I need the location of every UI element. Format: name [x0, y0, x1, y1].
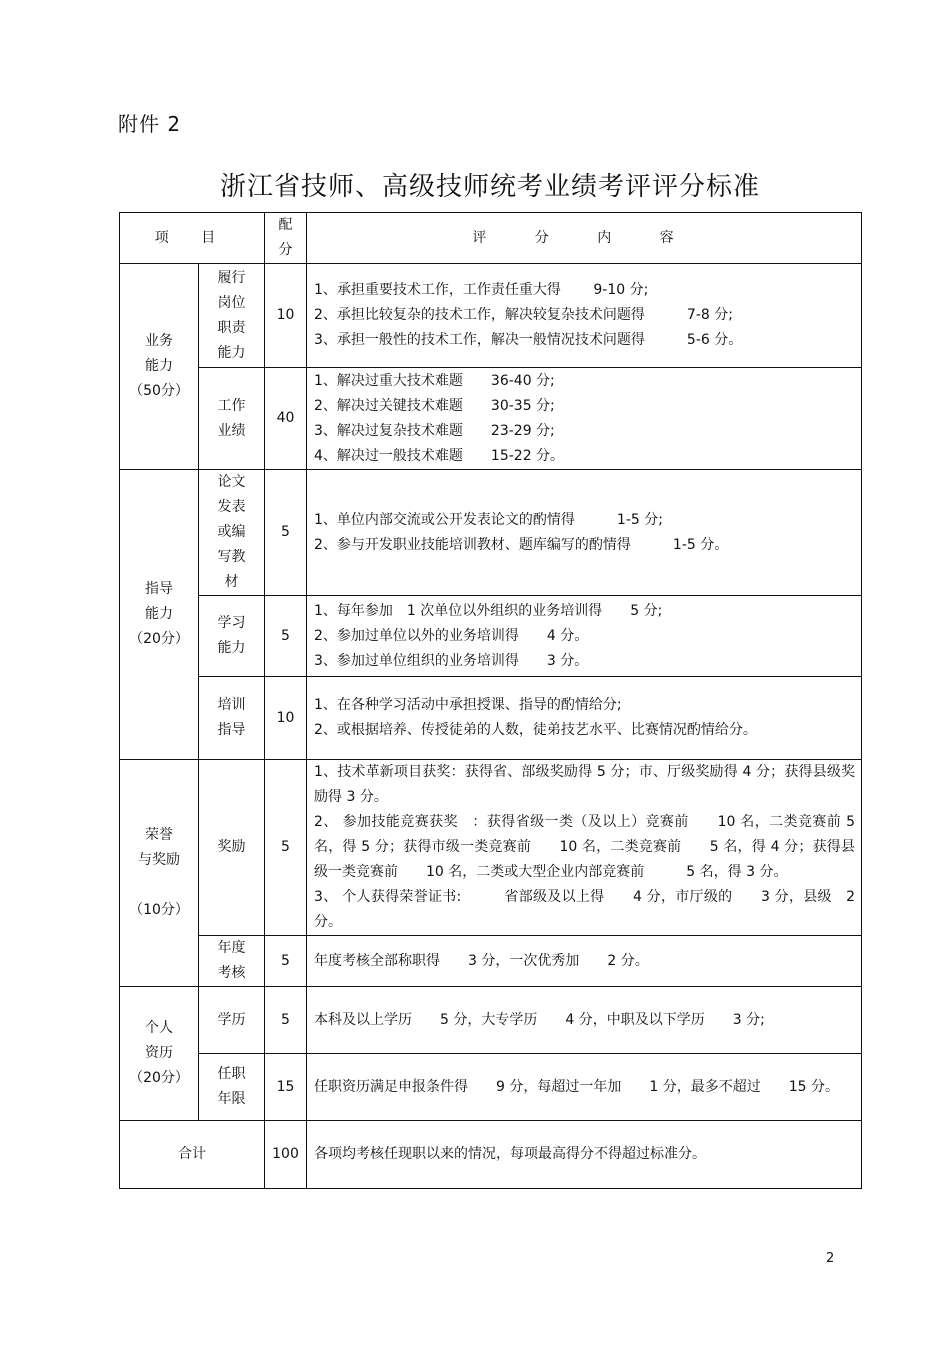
table-row [120, 1054, 862, 1121]
header-item [120, 213, 265, 264]
item-score: 5 [265, 596, 307, 677]
item-score: 5 [265, 936, 307, 987]
content-line: 1、在各种学习活动中承担授课、指导的酌情给分; [314, 697, 622, 713]
content-line: 2、解决过关键技术难题 30-35 分; [314, 397, 555, 414]
group-label-line: 业务 [145, 333, 173, 349]
content-line: 任职资历满足申报条件得 9 分，每超过一年加 1 分，最多不超过 15 分。 [314, 1078, 839, 1095]
item-name [199, 987, 265, 1054]
content-line: 4、解决过一般技术难题 15-22 分。 [314, 447, 565, 464]
item-name-line: 或编 [217, 524, 246, 540]
page-number: 2 [826, 1251, 835, 1266]
group-label-score: （50分） [129, 383, 189, 399]
item-content [307, 1054, 862, 1121]
content-line: 1、每年参加 1 次单位以外组织的业务培训得 5 分; [314, 602, 663, 619]
group-label-score: （10分） [129, 902, 189, 918]
item-score: 10 [265, 677, 307, 760]
header-content-text: 评 分 内 容 [472, 229, 696, 246]
content-line: 1、单位内部交流或公开发表论文的酌情得 1-5 分; [314, 511, 663, 528]
item-name-line: 培训 [217, 697, 246, 713]
item-name [199, 264, 265, 368]
content-line: 3、参加过单位组织的业务培训得 3 分。 [314, 652, 589, 669]
header-score-line1: 配 [278, 217, 293, 233]
table-row [120, 264, 862, 368]
group-label-score: （20分） [129, 1070, 189, 1086]
content-line: 2、参与开发职业技能培训教材、题库编写的酌情得 1-5 分。 [314, 536, 729, 553]
total-content [307, 1121, 862, 1189]
table-row [120, 470, 862, 596]
item-score: 5 [265, 760, 307, 936]
header-score [265, 213, 307, 264]
item-name [199, 760, 265, 936]
group-label-line: 能力 [145, 358, 173, 374]
item-name-line: 能力 [217, 344, 246, 361]
header-item-text: 项 目 [154, 229, 230, 246]
group-label [120, 264, 199, 470]
item-name [199, 368, 265, 470]
content-line: 2、参加过单位以外的业务培训得 4 分。 [314, 627, 589, 644]
scoring-standard-table [119, 212, 862, 1189]
item-score: 10 [265, 264, 307, 368]
header-score-line2: 分 [278, 242, 293, 258]
item-score: 5 [265, 470, 307, 596]
item-name-line: 考核 [217, 965, 246, 981]
content-line: 本科及以上学历 5 分，大专学历 4 分，中职及以下学历 3 分; [314, 1011, 765, 1028]
item-name [199, 470, 265, 596]
item-content [307, 987, 862, 1054]
item-name [199, 596, 265, 677]
item-content [307, 677, 862, 760]
item-name-line: 职责 [217, 319, 246, 336]
table-header-row [120, 213, 862, 264]
table-row [120, 677, 862, 760]
total-label: 合计 [120, 1121, 265, 1189]
content-paragraph: 1、技术革新项目获奖：获得省、部级奖励得 5 分；市、厅级奖励得 4 分；获得县级奖励得 3 分。 [314, 764, 856, 805]
item-name [199, 936, 265, 987]
content-line: 各项均考核任现职以来的情况，每项最高得分不得超过标准分。 [314, 1146, 707, 1162]
content-paragraph: 3、 个人获得荣誉证书: 省部级及以上得 4 分，市厅级的 3 分，县级 2 分。 [314, 889, 856, 930]
group-label-line: 能力 [145, 606, 173, 622]
content-line: 3、解决过复杂技术难题 23-29 分; [314, 422, 555, 439]
group-label-line: 荣誉 [145, 827, 173, 843]
item-name-line: 任职 [217, 1066, 246, 1082]
item-score: 40 [265, 368, 307, 470]
item-name-line: 发表 [217, 499, 246, 515]
header-content [307, 213, 862, 264]
group-label [120, 470, 199, 760]
item-score: 15 [265, 1054, 307, 1121]
content-line: 年度考核全部称职得 3 分，一次优秀加 2 分。 [314, 952, 649, 969]
item-name-line: 岗位 [217, 294, 246, 311]
content-line: 2、承担比较复杂的技术工作，解决较复杂技术问题得 7-8 分; [314, 307, 733, 323]
item-name-line: 年度 [217, 940, 246, 956]
item-name-line: 履行 [217, 269, 246, 286]
item-name-line: 奖励 [217, 839, 246, 855]
total-score: 100 [265, 1121, 307, 1189]
table-row [120, 596, 862, 677]
item-name-line: 能力 [217, 640, 246, 656]
item-content [307, 936, 862, 987]
item-content [307, 760, 862, 936]
item-name-line: 学历 [217, 1011, 246, 1028]
content-line: 2、或根据培养、传授徒弟的人数，徒弟技艺水平、比赛情况酌情给分。 [314, 722, 757, 738]
table-row [120, 760, 862, 936]
content-paragraph: 2、 参加技能竞赛获奖 ：获得省级一类（及以上）竞赛前 10 名，二类竞赛前 5 名，得 5 分；获得市级一类竞赛前 10 名，二类竞赛前 5 名，得 4 分；获得县级一类竞赛前 10 名，二类或大型企业内部竞赛前 5 名，得 3 分。 [314, 814, 856, 880]
group-label-line: 与奖励 [138, 852, 180, 868]
item-name-line: 写教 [217, 549, 246, 565]
item-content [307, 470, 862, 596]
attachment-label: 附件 2 [118, 112, 182, 136]
group-label [120, 987, 199, 1121]
group-label-line: 个人 [145, 1020, 173, 1036]
item-score: 5 [265, 987, 307, 1054]
item-name-line: 业绩 [217, 422, 246, 439]
group-label-score: （20分） [129, 631, 189, 647]
item-name [199, 677, 265, 760]
table-row [120, 936, 862, 987]
group-label-spacer [120, 873, 198, 898]
item-content [307, 368, 862, 470]
item-content [307, 264, 862, 368]
table-row [120, 368, 862, 470]
item-name-line: 指导 [217, 722, 246, 738]
item-name-line: 材 [224, 574, 239, 590]
group-label-line: 指导 [145, 581, 173, 597]
group-label-line: 资历 [145, 1045, 173, 1061]
content-line: 1、承担重要技术工作，工作责任重大得 9-10 分; [314, 282, 649, 298]
document-title: 浙江省技师、高级技师统考业绩考评评分标准 [219, 172, 760, 202]
content-line: 1、解决过重大技术难题 36-40 分; [314, 372, 555, 389]
item-content [307, 596, 862, 677]
item-name-line: 工作 [217, 397, 246, 414]
item-name-line: 学习 [217, 615, 246, 631]
item-name-line: 年限 [217, 1091, 246, 1107]
item-name [199, 1054, 265, 1121]
content-line: 3、承担一般性的技术工作，解决一般情况技术问题得 5-6 分。 [314, 332, 743, 348]
table-row [120, 987, 862, 1054]
group-label [120, 760, 199, 987]
table-total-row [120, 1121, 862, 1189]
item-name-line: 论文 [217, 474, 246, 490]
